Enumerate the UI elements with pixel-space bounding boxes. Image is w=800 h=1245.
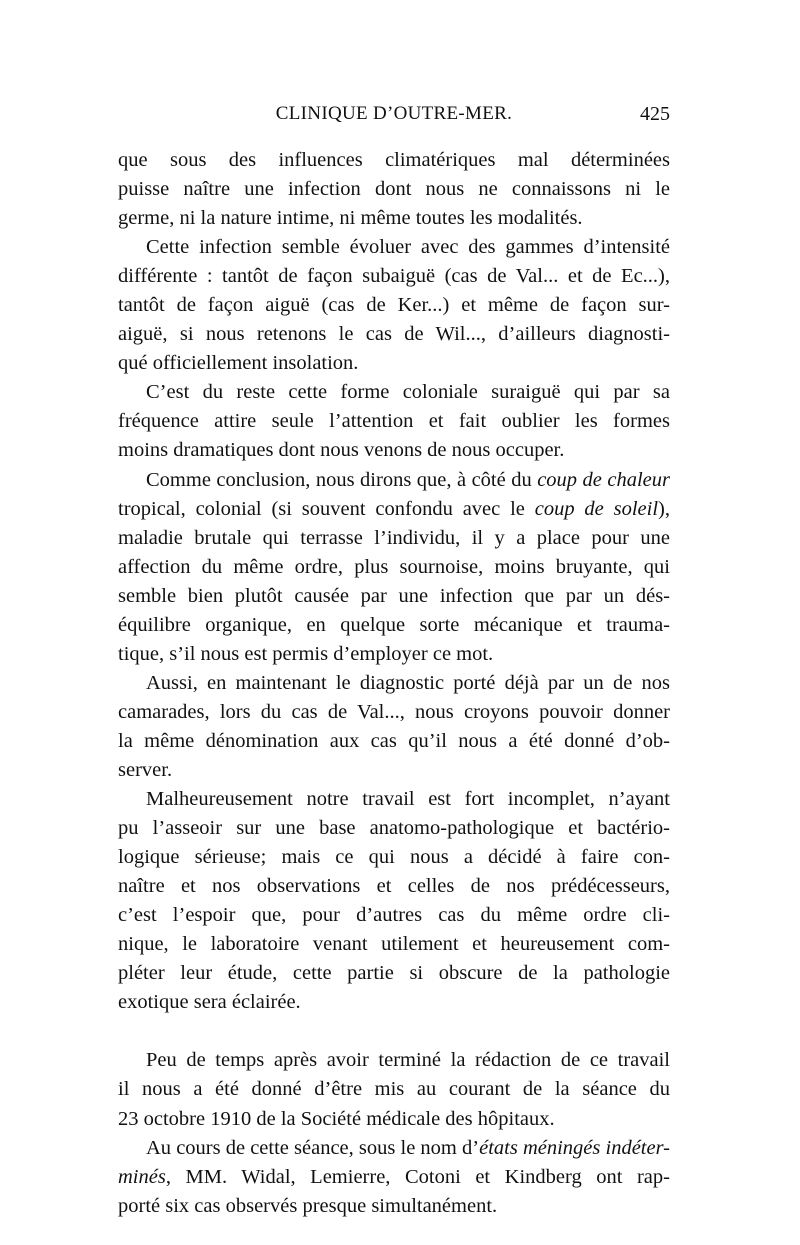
text-line: il nous a été donné d’être mis au courant de la séance du (118, 1078, 670, 1101)
text-line: porté six cas observés presque simultanément. (118, 1194, 498, 1217)
text-line: puisse naître une infection dont nous ne connaissons ni le (118, 178, 670, 201)
text-line: naître et nos observations et celles de nos prédécesseurs, (118, 875, 670, 898)
text-line-with-italic: Comme conclusion, nous dirons que, à côté du coup de chaleur (146, 468, 670, 491)
italic-phrase: états méningés indéter- (479, 1136, 670, 1159)
text-line: Malheureusement notre travail est fort incomplet, n’ayant (146, 788, 670, 811)
text-line: 23 octobre 1910 de la Société médicale des hôpitaux. (118, 1107, 555, 1130)
text-line: pu l’asseoir sur une base anatomo-pathologique et bactério- (118, 817, 670, 840)
text-line: C’est du reste cette forme coloniale suraiguë qui par sa (146, 381, 670, 404)
text-line: que sous des influences climatériques mal déterminées (118, 149, 670, 171)
page-number: 425 (640, 103, 670, 125)
italic-phrase: coup de soleil (534, 497, 659, 520)
text-line: maladie brutale qui terrasse l’individu, il y a place pour une (118, 526, 670, 549)
text-line: tantôt de façon aiguë (cas de Ker...) et même de façon sur- (118, 294, 670, 317)
text-line: semble bien plutôt causée par une infection que par un dés- (118, 584, 670, 607)
running-title: CLINIQUE D’OUTRE-MER. (275, 103, 513, 124)
italic-phrase: minés (118, 1165, 166, 1188)
running-head (118, 100, 670, 128)
text-line: équilibre organique, en quelque sorte mécanique et trauma- (118, 613, 670, 636)
text-line: server. (118, 758, 173, 781)
text-line: pléter leur étude, cette partie si obscure de la pathologie (118, 962, 670, 985)
text-line: Aussi, en maintenant le diagnostic porté déjà par un de nos (146, 671, 670, 694)
text-line: qué officiellement insolation. (118, 352, 359, 375)
text-line: moins dramatiques dont nous venons de nous occuper. (118, 439, 565, 462)
text-line: logique sérieuse; mais ce qui nous a décidé à faire con- (118, 846, 670, 869)
text-line: fréquence attire seule l’attention et fait oublier les formes (118, 410, 670, 433)
text-line: tique, s’il nous est permis d’employer ce mot. (118, 642, 494, 665)
text-line-with-italic: Au cours de cette séance, sous le nom d’états méningés indéter- (146, 1136, 670, 1159)
text-line: germe, ni la nature intime, ni même toutes les modalités. (118, 207, 583, 230)
text-line: aiguë, si nous retenons le cas de Wil..., d’ailleurs diagnosti- (118, 323, 670, 346)
text-line: affection du même ordre, plus sournoise, moins bruyante, qui (118, 555, 670, 578)
body-text (118, 146, 670, 1221)
text-line: camarades, lors du cas de Val..., nous croyons pouvoir donner (118, 700, 670, 723)
paragraph-gap (118, 1017, 670, 1046)
text-line: la même dénomination aux cas qu’il nous a été donné d’ob- (118, 729, 670, 752)
text-line: c’est l’espoir que, pour d’autres cas du même ordre cli- (118, 904, 670, 927)
text-line: différente : tantôt de façon subaiguë (cas de Val... et de Ec...), (118, 265, 670, 288)
text-line: Cette infection semble évoluer avec des gammes d’intensité (146, 236, 670, 259)
italic-phrase: coup de chaleur (537, 468, 670, 491)
text-line: exotique sera éclairée. (118, 991, 301, 1014)
text-line-with-italic: minés, MM. Widal, Lemierre, Cotoni et Kindberg ont rap- (118, 1165, 670, 1188)
text-line-with-italic: tropical, colonial (si souvent confondu avec le coup de soleil), (118, 497, 670, 520)
text-line: nique, le laboratoire venant utilement et heureusement com- (118, 933, 670, 956)
text-line: Peu de temps après avoir terminé la rédaction de ce travail (146, 1049, 670, 1072)
